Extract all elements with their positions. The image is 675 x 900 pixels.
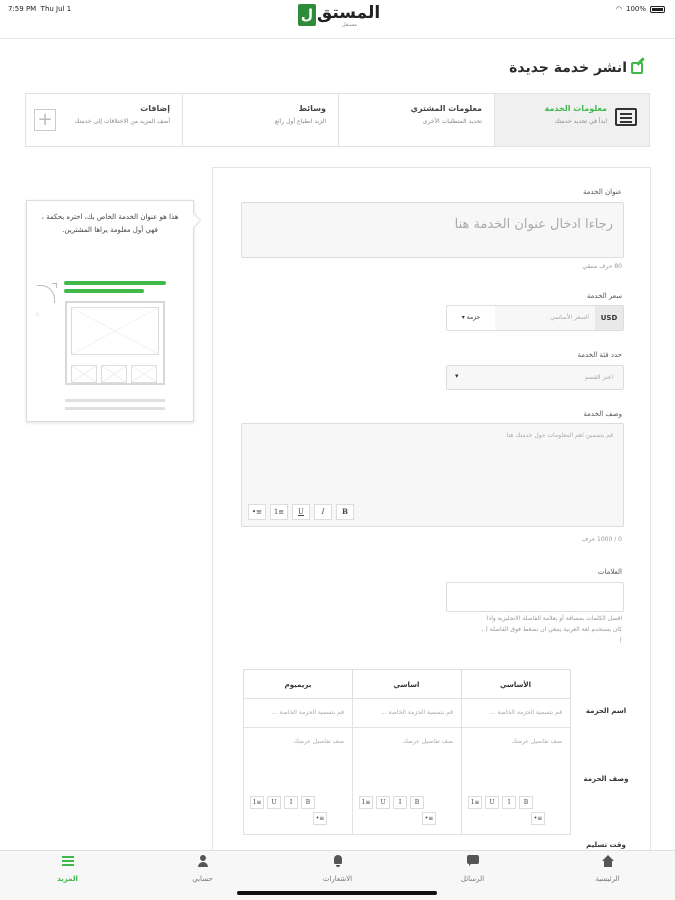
image-placeholder-icon <box>71 365 97 383</box>
service-form <box>212 167 651 867</box>
step-title: وسائط <box>298 104 326 113</box>
app-logo[interactable] <box>298 3 382 29</box>
tab-label: المزيد <box>57 875 78 883</box>
title-counter: 80 حرف متبقي <box>582 263 622 270</box>
underline-icon[interactable]: U <box>376 796 390 809</box>
bold-icon[interactable]: B <box>336 504 354 520</box>
underline-icon[interactable]: U <box>267 796 281 809</box>
desc-toolbar <box>248 504 354 520</box>
package-col-basic: الأساسي <box>461 669 571 699</box>
package-name-input[interactable]: قم بتسمية الحزمة الخاصة ... <box>461 698 571 728</box>
wizard-steps <box>25 93 650 147</box>
step-desc: الزيد انطباع أول رائع <box>274 118 326 125</box>
step-media[interactable] <box>182 94 338 146</box>
package-toolbar <box>250 796 315 809</box>
bullet-list-icon[interactable]: •≡ <box>248 504 266 520</box>
status-time: 7:59 PM Thu Jul 1 <box>8 5 72 13</box>
message-icon <box>466 855 480 867</box>
italic-icon[interactable]: I <box>314 504 332 520</box>
status-right <box>616 5 665 13</box>
title-placeholder: رجاءا ادخال عنوان الخدمة هنا <box>454 217 613 232</box>
row-label-delivery: وقت تسليم <box>586 841 626 849</box>
step-title: معلومات الخدمة <box>544 104 607 113</box>
bold-icon[interactable]: B <box>410 796 424 809</box>
plus-icon: + <box>34 109 56 131</box>
bullet-list-icon[interactable]: •≡ <box>422 812 436 825</box>
bullet-list-icon[interactable]: •≡ <box>531 812 545 825</box>
illustration-bar <box>64 281 166 285</box>
row-label-desc: وصف الحزمة <box>583 775 629 783</box>
step-extras[interactable] <box>26 94 182 146</box>
user-icon <box>196 855 210 867</box>
illustration-line <box>65 407 165 410</box>
step-desc: أضف المزيد من الاختلافات إلى خدمتك <box>74 118 170 125</box>
underline-icon[interactable]: U <box>485 796 499 809</box>
underline-icon[interactable]: U <box>292 504 310 520</box>
package-desc-editor[interactable]: صف تفاصيل عرضك 1≡ U I B •≡ <box>243 727 353 835</box>
image-placeholder-icon <box>131 365 157 383</box>
price-group <box>446 305 624 331</box>
header-divider <box>0 38 675 39</box>
tab-label: حسابي <box>192 875 213 883</box>
desc-editor[interactable] <box>241 423 624 527</box>
tags-hint-3: ) <box>619 637 622 644</box>
logo-text: المستق <box>317 3 381 23</box>
list-icon <box>615 108 637 126</box>
bold-icon[interactable]: B <box>519 796 533 809</box>
cursor-icon: ☝ <box>35 311 40 319</box>
italic-icon[interactable]: I <box>284 796 298 809</box>
home-indicator[interactable] <box>237 891 437 895</box>
edit-icon <box>631 62 643 74</box>
package-toolbar <box>359 796 424 809</box>
category-select[interactable] <box>446 365 624 390</box>
image-placeholder-icon <box>101 365 127 383</box>
tags-label: العلامات <box>597 568 622 576</box>
step-buyer-info[interactable] <box>338 94 494 146</box>
package-col-standard: اساسي <box>352 669 462 699</box>
title-label: عنوان الخدمة <box>583 188 622 196</box>
numbered-list-icon[interactable]: 1≡ <box>270 504 288 520</box>
step-title: إضافات <box>140 104 170 113</box>
bell-icon <box>331 855 345 867</box>
bullet-list-icon[interactable]: •≡ <box>313 812 327 825</box>
tags-hint-1: افصل الكلمات بمسافة أو بعلامة الفاصلة الانجليزية واذا <box>486 615 622 622</box>
tab-label: الرئيسية <box>595 875 620 883</box>
tab-more[interactable] <box>0 851 135 900</box>
category-label: حدد فئة الخدمة <box>577 351 622 359</box>
caret-down-icon: ▾ <box>455 372 459 380</box>
desc-placeholder: قم بتضمين اهم المعلومات حول خدمتك هنا <box>506 432 613 439</box>
wifi-icon: ◠ <box>615 5 622 13</box>
tags-input[interactable] <box>446 582 624 612</box>
image-placeholder-icon <box>71 307 159 355</box>
italic-icon[interactable]: I <box>502 796 516 809</box>
category-placeholder: اختر القسم <box>584 374 613 381</box>
home-icon <box>601 855 615 867</box>
tab-home[interactable] <box>540 851 675 900</box>
title-input[interactable] <box>241 202 624 258</box>
italic-icon[interactable]: I <box>393 796 407 809</box>
illustration-page <box>65 301 165 385</box>
step-desc: تحديد المتطلبات الأخرى <box>422 118 482 125</box>
desc-counter: 0 / 1000 حرف <box>581 536 622 543</box>
tooltip-text: هذا هو عنوان الخدمة الخاص بك، اختره بحكمة ، فهي أول معلومة يراها المشترين. <box>41 213 179 234</box>
step-desc: ابدأ في تحديد خدمتك <box>554 118 607 125</box>
step-title: معلومات المشتري <box>410 104 482 113</box>
step-service-info[interactable] <box>494 94 649 146</box>
caret-down-icon: ▾ <box>461 314 465 321</box>
tab-label: الرسائل <box>460 875 485 883</box>
help-tooltip <box>26 200 194 422</box>
battery-text: 100% <box>625 5 646 13</box>
package-name-input[interactable]: قم بتسمية الحزمة الخاصة ... <box>243 698 353 728</box>
price-input[interactable]: السعر الأساسي <box>495 306 595 330</box>
page-title: انشر خدمة جديدة <box>509 60 643 76</box>
illustration-bar <box>64 289 144 293</box>
tab-label: الاشعارات <box>322 875 353 883</box>
logo-mark: ل <box>298 4 316 26</box>
logo-sub: مستقل <box>342 22 357 28</box>
numbered-list-icon[interactable]: 1≡ <box>468 796 482 809</box>
battery-icon <box>650 6 665 13</box>
package-col-premium: بريميوم <box>243 669 353 699</box>
illustration-line <box>65 399 165 402</box>
package-desc-editor[interactable]: صف تفاصيل عرضك 1≡ U I B •≡ <box>461 727 571 835</box>
package-desc-editor[interactable]: صف تفاصيل عرضك 1≡ U I B •≡ <box>352 727 462 835</box>
price-unit-select[interactable]: حزمة ▾ <box>461 314 481 321</box>
desc-label: وصف الخدمة <box>583 410 622 418</box>
numbered-list-icon[interactable]: 1≡ <box>359 796 373 809</box>
arrow-icon <box>37 285 55 303</box>
package-name-input[interactable]: قم بتسمية الحزمة الخاصة ... <box>352 698 462 728</box>
numbered-list-icon[interactable]: 1≡ <box>250 796 264 809</box>
bold-icon[interactable]: B <box>301 796 315 809</box>
menu-icon <box>61 855 75 867</box>
package-toolbar <box>468 796 533 809</box>
row-label-name: اسم الحزمة <box>585 707 627 715</box>
currency-label: USD <box>595 306 623 330</box>
tags-hint-2: كان يستخدم لغة العربية ينبغي ان تضغط فوق الفاصلة ( , <box>481 626 622 633</box>
price-label: سعر الخدمة <box>586 292 622 300</box>
